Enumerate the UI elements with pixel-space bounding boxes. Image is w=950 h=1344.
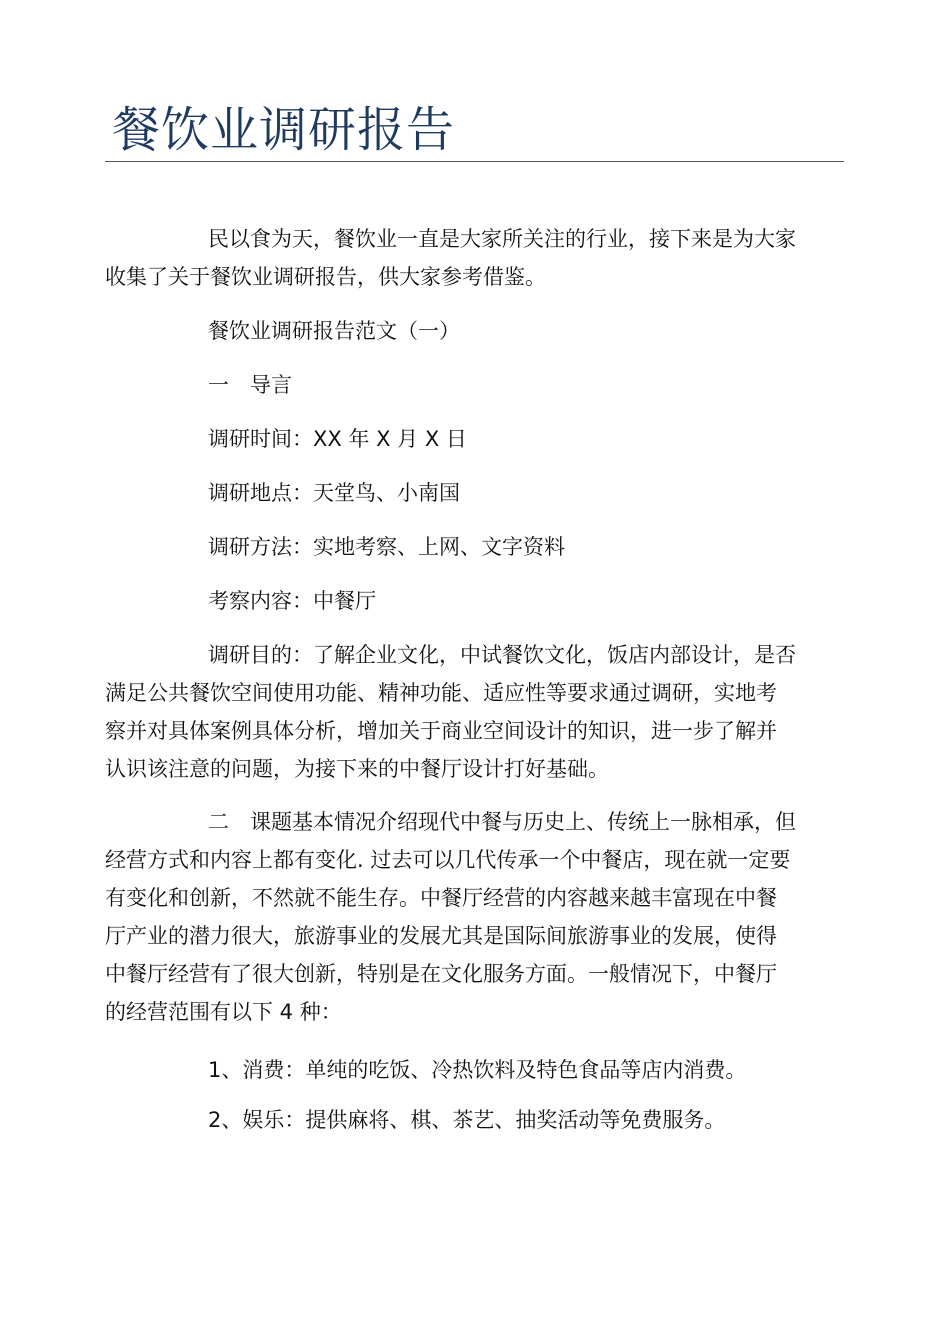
section2-line-6: 的经营范围有以下 4 种： [105,1000,342,1024]
intro-line-2: 收集了关于餐饮业调研报告，供大家参考借鉴。 [105,265,546,289]
purpose-line-1: 调研目的：了解企业文化，中试餐饮文化，饭店内部设计，是否 [208,643,796,667]
section2-line-2: 经营方式和内容上都有变化. 过去可以几代传承一个中餐店，现在就一定要 [105,848,791,872]
survey-content: 考察内容：中餐厅 [208,589,376,613]
title-underline [105,161,844,162]
survey-location: 调研地点：天堂鸟、小南国 [208,481,460,505]
section2-line-3: 有变化和创新，不然就不能生存。中餐厅经营的内容越来越丰富现在中餐 [105,886,777,910]
survey-method: 调研方法：实地考察、上网、文字资料 [208,535,565,559]
section1-heading: 一 导言 [208,373,292,397]
document-title: 餐饮业调研报告 [112,102,456,158]
purpose-line-4: 认识该注意的问题，为接下来的中餐厅设计打好基础。 [105,757,609,781]
section2-line-4: 厅产业的潜力很大，旅游事业的发展尤其是国际间旅游事业的发展，使得 [105,924,777,948]
list-item-entertainment: 2、娱乐：提供麻将、棋、茶艺、抽奖活动等免费服务。 [208,1108,726,1132]
subtitle: 餐饮业调研报告范文（一） [208,319,460,343]
section2-line-1: 二 课题基本情况介绍现代中餐与历史上、传统上一脉相承，但 [208,810,796,834]
intro-line-1: 民以食为天，餐饮业一直是大家所关注的行业，接下来是为大家 [208,227,796,251]
list-item-consumption: 1、消费：单纯的吃饭、冷热饮料及特色食品等店内消费。 [208,1058,747,1082]
purpose-line-2: 满足公共餐饮空间使用功能、精神功能、适应性等要求通过调研，实地考 [105,681,777,705]
purpose-line-3: 察并对具体案例具体分析，增加关于商业空间设计的知识，进一步了解并 [105,719,777,743]
section2-line-5: 中餐厅经营有了很大创新，特别是在文化服务方面。一般情况下，中餐厅 [105,962,777,986]
survey-time: 调研时间：XX 年 X 月 X 日 [208,427,467,451]
